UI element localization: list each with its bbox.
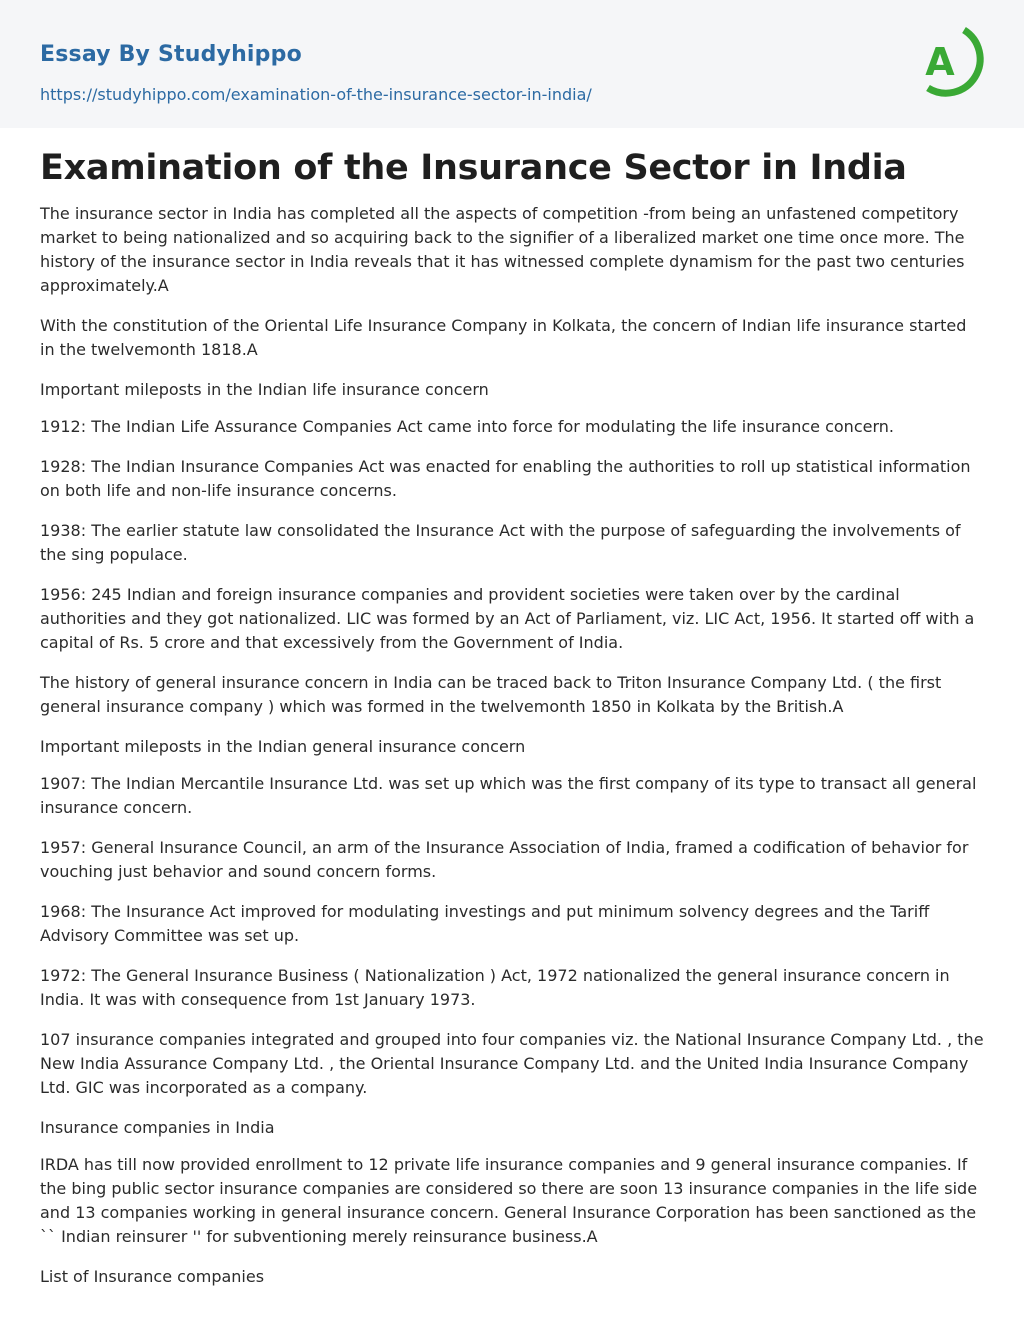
essay-paragraph: 1956: 245 Indian and foreign insurance companies and provident societies were taken over by the cardinal authorities and they got nationalized. LIC was formed by an Act of Parliament, viz. LIC Act, 1956. It started off with a capital of Rs. 5 crore and that excessively from the Government of India. [40, 585, 975, 652]
page-url-link[interactable]: https://studyhippo.com/examination-of-the-insurance-sector-in-india/ [40, 85, 592, 104]
essay-paragraph: 107 insurance companies integrated and grouped into four companies viz. the National Insurance Company Ltd. , the New India Assurance Company Ltd. , the Oriental Insurance Company Ltd. and the United India Insurance Company Ltd. GIC was incorporated as a company. [40, 1030, 984, 1097]
essay-paragraph: IRDA has till now provided enrollment to 12 private life insurance companies and 9 general insurance companies. If the bing public sector insurance companies are considered so there are soon 13 insurance companies in the life side and 13 companies working in general insurance concern. General Insurance Corporation has been sanctioned as the `` Indian reinsurer '' for subventioning merely reinsurance business.A [40, 1155, 978, 1246]
essay-content [40, 146, 986, 1305]
essay-paragraph: The history of general insurance concern in India can be traced back to Triton Insurance Company Ltd. ( the first general insurance company ) which was formed in the twelvemonth 1850 in Kolkata by the British.A [40, 673, 942, 716]
essay-paragraph: 1928: The Indian Insurance Companies Act was enacted for enabling the authorities to roll up statistical information on both life and non-life insurance concerns. [40, 457, 971, 500]
logo-letter: A [925, 40, 955, 84]
site-header [0, 0, 1024, 128]
essay-paragraph: 1907: The Indian Mercantile Insurance Ltd. was set up which was the first company of its type to transact all general insurance concern. [40, 774, 977, 817]
site-brand[interactable]: Essay By Studyhippo [40, 42, 302, 67]
essay-paragraph: With the constitution of the Oriental Life Insurance Company in Kolkata, the concern of Indian life insurance started in the twelvemonth 1818.A [40, 316, 967, 359]
essay-subheading: Insurance companies in India [40, 1118, 275, 1137]
studyhippo-logo-icon[interactable] [912, 18, 988, 106]
essay-paragraph: 1972: The General Insurance Business ( Nationalization ) Act, 1972 nationalized the general insurance concern in India. It was with consequence from 1st January 1973. [40, 966, 950, 1009]
essay-paragraph: 1968: The Insurance Act improved for modulating investings and put minimum solvency degrees and the Tariff Advisory Committee was set up. [40, 902, 930, 945]
essay-subheading: Important mileposts in the Indian general insurance concern [40, 737, 526, 756]
essay-subheading: List of Insurance companies [40, 1267, 265, 1286]
essay-paragraph: 1912: The Indian Life Assurance Companies Act came into force for modulating the life insurance concern. [40, 417, 894, 436]
essay-subheading: Important mileposts in the Indian life insurance concern [40, 380, 489, 399]
essay-title: Examination of the Insurance Sector in India [40, 148, 907, 188]
essay-paragraph: 1938: The earlier statute law consolidated the Insurance Act with the purpose of safeguarding the involvements of the sing populace. [40, 521, 961, 564]
essay-paragraph: The insurance sector in India has completed all the aspects of competition -from being an unfastened competitory market to being nationalized and so acquiring back to the signifier of a liberalized market one time once more. The history of the insurance sector in India reveals that it has witnessed complete dynamism for the past two centuries approximately.A [40, 204, 965, 295]
essay-paragraph: 1957: General Insurance Council, an arm of the Insurance Association of India, framed a codification of behavior for vouching just behavior and sound concern forms. [40, 838, 969, 881]
